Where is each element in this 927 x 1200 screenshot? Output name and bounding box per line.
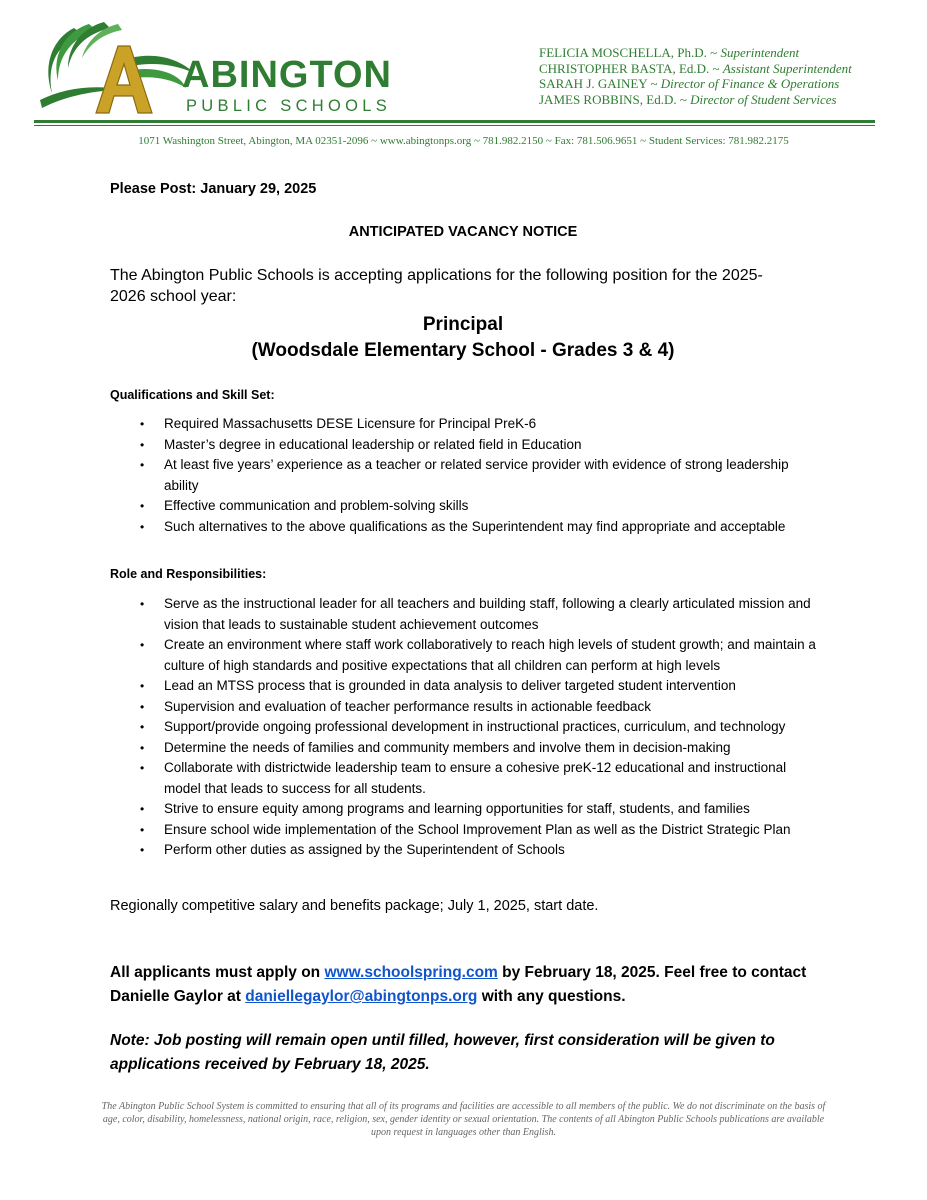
posting-note: Note: Job posting will remain open until filled, however, first consideration will be given to applications received by February 18, 2025. xyxy=(110,1032,775,1073)
bullet-icon: • xyxy=(140,740,145,755)
bullet-icon: • xyxy=(140,638,145,652)
list-item: • Create an environment where staff work collaboratively to reach high levels of student growth; and maintain a culture of high standards and positive expectations that all children can perform at high levels xyxy=(140,637,816,673)
staff-line: CHRISTOPHER BASTA, Ed.D. ~ Assistant Superintendent xyxy=(539,60,852,76)
list-item: • Supervision and evaluation of teacher performance results in actionable feedback xyxy=(140,697,820,718)
list-item: • Effective communication and problem-solving skills xyxy=(140,496,820,517)
responsibilities-heading: Role and Responsibilities: xyxy=(110,567,267,581)
list-item: • Required Massachusetts DESE Licensure for Principal PreK-6 xyxy=(140,414,820,435)
position-title: Principal xyxy=(422,314,504,335)
bullet-icon: • xyxy=(140,699,145,714)
list-item: • Ensure school wide implementation of the School Improvement Plan as well as the District Strategic Plan xyxy=(140,820,820,841)
district-subtitle: PUBLIC SCHOOLS xyxy=(186,97,392,115)
position-school: (Woodsdale Elementary School - Grades 3 & 4) xyxy=(251,340,675,361)
schoolspring-link[interactable]: www.schoolspring.com xyxy=(324,964,498,981)
bullet-icon: • xyxy=(140,458,145,472)
bullet-icon: • xyxy=(140,822,145,837)
nondiscrimination-footer: The Abington Public School System is committed to ensuring that all of its programs and facilities are accessible to all members of the public. We do not discriminate on the basis of age, color, disability, homelessness, national origin, race, religion, sex, gender identity or sexual orientation. The contents of all Abington Public Schools publications are available upon request in languages other than English. xyxy=(101,1101,826,1138)
qualifications-heading: Qualifications and Skill Set: xyxy=(110,388,275,402)
bullet-icon: • xyxy=(140,679,145,693)
district-address: 1071 Washington Street, Abington, MA 02351-2096 ~ www.abingtonps.org ~ 781.982.2150 ~ Fax: 781.506.9651 ~ Student Services: 781.982.2175 xyxy=(138,135,789,147)
contact-email-link[interactable]: daniellegaylor@abingtonps.org xyxy=(245,988,478,1005)
bullet-icon: • xyxy=(140,802,145,816)
list-item: • Master’s degree in educational leadership or related field in Education xyxy=(140,435,820,456)
post-date: Please Post: January 29, 2025 xyxy=(110,181,317,197)
staff-line: JAMES ROBBINS, Ed.D. ~ Director of Student Services xyxy=(539,91,837,107)
header-divider-thin xyxy=(34,125,875,126)
list-item: • Such alternatives to the above qualifications as the Superintendent may find appropriate and acceptable xyxy=(140,517,820,538)
position-heading xyxy=(110,312,816,364)
bullet-icon: • xyxy=(140,761,145,775)
list-item: • Determine the needs of families and community members and involve them in decision-making xyxy=(140,738,820,759)
district-wordmark xyxy=(182,56,392,116)
staff-line: FELICIA MOSCHELLA, Ph.D. ~ Superintendent xyxy=(539,45,800,60)
header-divider xyxy=(34,120,875,123)
bullet-icon: • xyxy=(140,597,145,611)
staff-directory xyxy=(539,45,852,107)
list-item: • Lead an MTSS process that is grounded in data analysis to deliver targeted student intervention xyxy=(140,676,820,697)
responsibilities-list xyxy=(140,594,820,861)
staff-line: SARAH J. GAINEY ~ Director of Finance & Operations xyxy=(539,76,840,91)
bullet-icon: • xyxy=(140,720,145,734)
list-item: • Strive to ensure equity among programs and learning opportunities for staff, students, and families xyxy=(140,799,820,820)
apply-instructions: All applicants must apply on www.schoolspring.com by February 18, 2025. Feel free to contact Danielle Gaylor at daniellegaylor@abingtonps.org with any questions. xyxy=(110,964,807,1005)
bullet-icon: • xyxy=(140,437,145,452)
salary-text: Regionally competitive salary and benefits package; July 1, 2025, start date. xyxy=(110,898,599,914)
bullet-icon: • xyxy=(140,417,145,431)
district-name: ABINGTON xyxy=(182,54,392,96)
bullet-icon: • xyxy=(140,843,145,857)
notice-title: ANTICIPATED VACANCY NOTICE xyxy=(348,224,578,240)
list-item: • Perform other duties as assigned by the Superintendent of Schools xyxy=(140,840,820,861)
list-item: • Collaborate with districtwide leadership team to ensure a cohesive preK-12 educational and instructional model that leads to success for all students. xyxy=(140,760,787,796)
bullet-icon: • xyxy=(140,499,145,513)
qualifications-list xyxy=(140,414,820,537)
list-item: • Serve as the instructional leader for all teachers and building staff, following a clearly articulated mission and vision that leads to sustainable student achievement outcomes xyxy=(140,596,811,632)
intro-text: The Abington Public Schools is accepting applications for the following position for the 2025- 2026 school year: xyxy=(110,267,763,305)
list-item: • At least five years’ experience as a teacher or related service provider with evidence of strong leadership ability xyxy=(140,457,789,493)
bullet-icon: • xyxy=(140,519,145,534)
list-item: • Support/provide ongoing professional development in instructional practices, curriculum, and technology xyxy=(140,717,820,738)
